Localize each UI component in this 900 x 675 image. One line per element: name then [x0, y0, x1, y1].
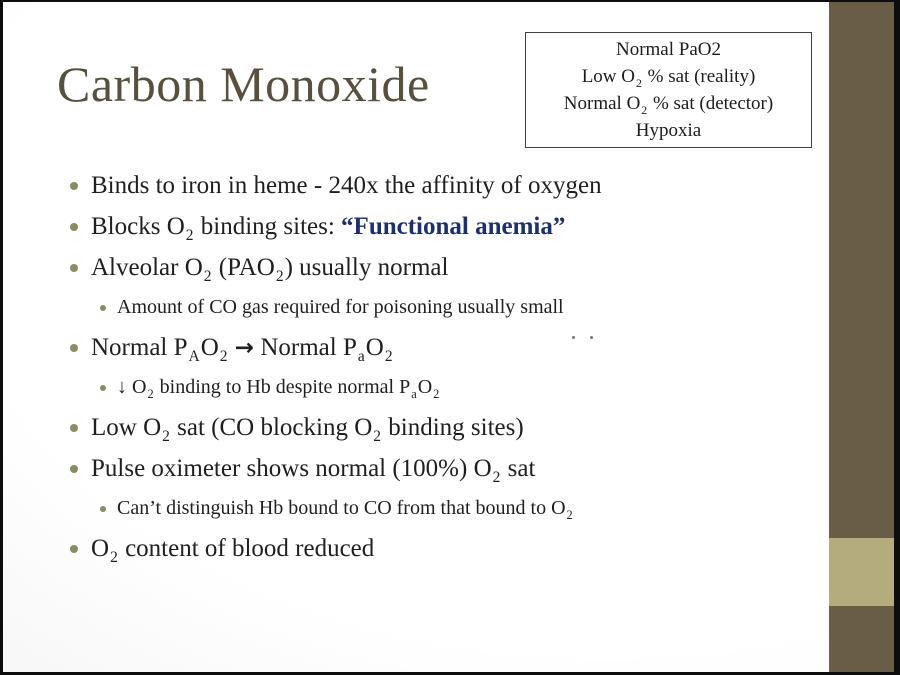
text-segment: Binds to iron in heme - 240x the affinity of oxygen: [91, 171, 602, 199]
text-segment-sub: 2: [636, 76, 642, 90]
bullet-text: [91, 413, 524, 445]
bullet-dot-icon: [100, 385, 106, 391]
bullet-dot-icon: [70, 545, 78, 553]
text-segment: Low O: [91, 413, 162, 441]
bullet-text: [91, 172, 602, 200]
bullet-dot-icon: [70, 465, 78, 473]
text-segment: ↓ O: [117, 376, 147, 398]
text-segment: ) usually normal: [284, 253, 449, 281]
bullet-text: [91, 212, 566, 244]
text-segment: Hypoxia: [635, 120, 702, 141]
text-segment: Normal P: [91, 333, 188, 361]
text-segment-sub: A: [188, 347, 200, 365]
side-band-decoration: [829, 2, 894, 672]
text-segment-arrow: →: [234, 334, 255, 361]
stray-marks: [572, 336, 596, 340]
text-segment: content of blood reduced: [118, 534, 375, 562]
text-segment-emphasis: “Functional anemia”: [341, 212, 566, 240]
bullet-dot-icon: [70, 264, 78, 272]
text-segment: % sat (detector): [648, 93, 774, 114]
text-segment: (PAO: [212, 253, 275, 281]
text-segment-sub: 2: [492, 468, 501, 486]
text-segment-sub: a: [357, 347, 365, 365]
text-segment: O: [417, 376, 433, 398]
text-segment-sub: 2: [566, 508, 573, 522]
callout-line: [526, 90, 811, 117]
bullet-item: [54, 407, 794, 448]
callout-box: [525, 32, 812, 148]
text-segment-sub: 2: [433, 387, 440, 401]
bullet-text: [91, 454, 536, 486]
sub-bullet-item: [54, 489, 794, 528]
bullet-dot-icon: [70, 182, 78, 190]
text-segment: binding to Hb despite normal P: [154, 376, 411, 398]
callout-lines: [526, 36, 811, 144]
text-segment-sub: 2: [275, 267, 284, 285]
text-segment: Normal P: [254, 333, 357, 361]
bullet-item: [54, 247, 794, 288]
text-segment-sub: 2: [641, 103, 648, 117]
text-segment: Normal O: [563, 93, 641, 114]
text-segment: Alveolar O: [91, 253, 203, 281]
side-band-accent-block: [829, 538, 894, 606]
slide-title: Carbon Monoxide: [57, 56, 430, 112]
bullet-dot-icon: [70, 344, 78, 352]
text-segment: Pulse oximeter shows normal (100%) O: [91, 454, 492, 482]
text-segment: O: [91, 534, 110, 562]
text-segment: Low O: [581, 66, 636, 87]
text-segment: O: [365, 333, 384, 361]
bullet-item: [54, 448, 794, 489]
bullet-dot-icon: [100, 506, 106, 512]
bullet-text: [91, 534, 375, 566]
bullet-text: [91, 253, 449, 285]
sub-bullet-item: [54, 368, 794, 407]
bullet-dot-icon: [100, 305, 106, 311]
text-segment: Normal PaO2: [615, 39, 721, 60]
bullet-item: [54, 528, 794, 569]
text-segment-sub: 2: [185, 226, 194, 244]
text-segment: % sat (reality): [642, 66, 756, 87]
text-segment-sub: 2: [373, 427, 382, 445]
text-segment: binding sites:: [194, 212, 342, 240]
bullet-text: [117, 497, 574, 520]
bullet-item: [54, 206, 794, 247]
text-segment-sub: 2: [384, 347, 393, 365]
bullet-dot-icon: [70, 223, 78, 231]
slide: [3, 2, 894, 672]
callout-line: [526, 117, 811, 144]
text-segment: Amount of CO gas required for poisoning usually small: [117, 296, 564, 318]
text-segment-sub: 2: [203, 267, 212, 285]
text-segment: O: [200, 333, 219, 361]
text-segment: Can’t distinguish Hb bound to CO from that bound to O: [117, 497, 566, 519]
text-segment-sub: 2: [219, 347, 228, 365]
text-segment: binding sites): [382, 413, 524, 441]
bullet-item: [54, 165, 794, 206]
sub-bullet-item: [54, 288, 794, 327]
text-segment-sub: 2: [147, 387, 154, 401]
bullet-item: [54, 327, 794, 368]
bullet-text: [117, 376, 440, 399]
text-segment: sat (CO blocking O: [170, 413, 373, 441]
bullet-list: [54, 165, 794, 569]
bullet-text: [117, 296, 564, 319]
text-segment-sub: 2: [110, 548, 118, 566]
bullet-text: [91, 333, 394, 365]
text-segment: sat: [501, 454, 536, 482]
callout-line: [526, 63, 811, 90]
text-segment-sub: 2: [162, 427, 170, 445]
bullet-dot-icon: [70, 424, 78, 432]
callout-line: [526, 36, 811, 63]
text-segment: Blocks O: [91, 212, 185, 240]
text-segment-sub: a: [411, 387, 417, 401]
